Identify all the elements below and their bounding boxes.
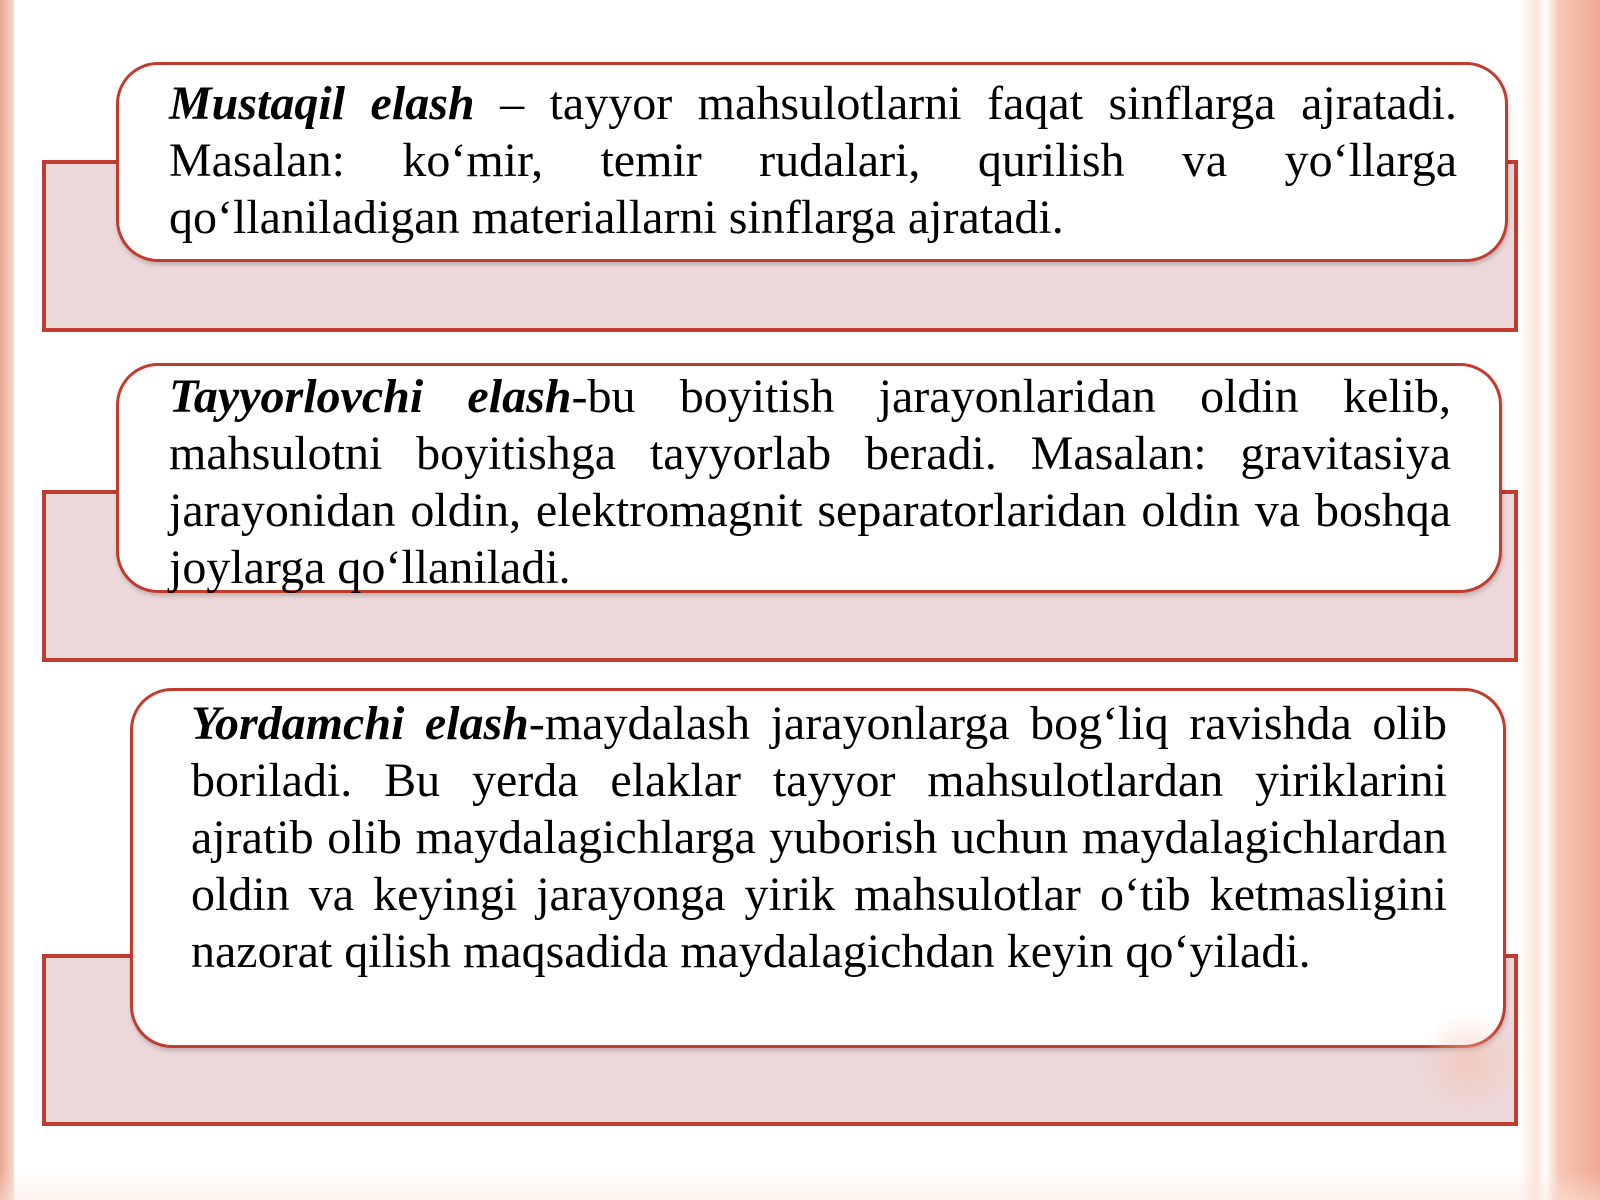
card-text <box>169 75 1457 246</box>
term-label: Mustaqil elash <box>169 77 475 130</box>
right-decor-strip <box>1520 0 1600 1200</box>
definition-text: -bu boyitish jarayonlaridan oldin kelib, mahsulotni boyitishga tayyorlab beradi. Masalan: gravitasiya jarayonidan oldin, elektromagnit separatorlaridan oldin va boshqa joylarga qo‘llaniladi. <box>169 370 1451 594</box>
card-yordamchi-elash <box>130 688 1506 1048</box>
term-label: Yordamchi elash <box>191 697 529 750</box>
bottom-decor-fade <box>0 1170 1600 1200</box>
card-mustaqil-elash <box>116 62 1508 262</box>
definition-text: – tayyor mahsulotlarni faqat sinflarga ajratadi. Masalan: ko‘mir, temir rudalari, qurilish va yo‘llarga qo‘llaniladigan materiallarni sinflarga ajratadi. <box>169 77 1458 244</box>
definition-text: -maydalash jarayonlarga bog‘liq ravishda olib boriladi. Bu yerda elaklar tayyor mahsulotlardan yiriklarini ajratib olib maydalagichlarga yuborish uchun maydalagichlardan oldin va keyingi jarayonga yirik mahsulotlar o‘tib ketmasligini nazorat qilish maqsadida maydalagichdan keyin qo‘yiladi. <box>191 697 1447 978</box>
card-text <box>169 368 1451 596</box>
left-decor-strip <box>0 0 14 1200</box>
card-tayyorlovchi-elash <box>116 363 1502 593</box>
decor-glow <box>1418 1012 1518 1112</box>
term-label: Tayyorlovchi elash <box>169 370 572 423</box>
card-text <box>191 695 1447 980</box>
